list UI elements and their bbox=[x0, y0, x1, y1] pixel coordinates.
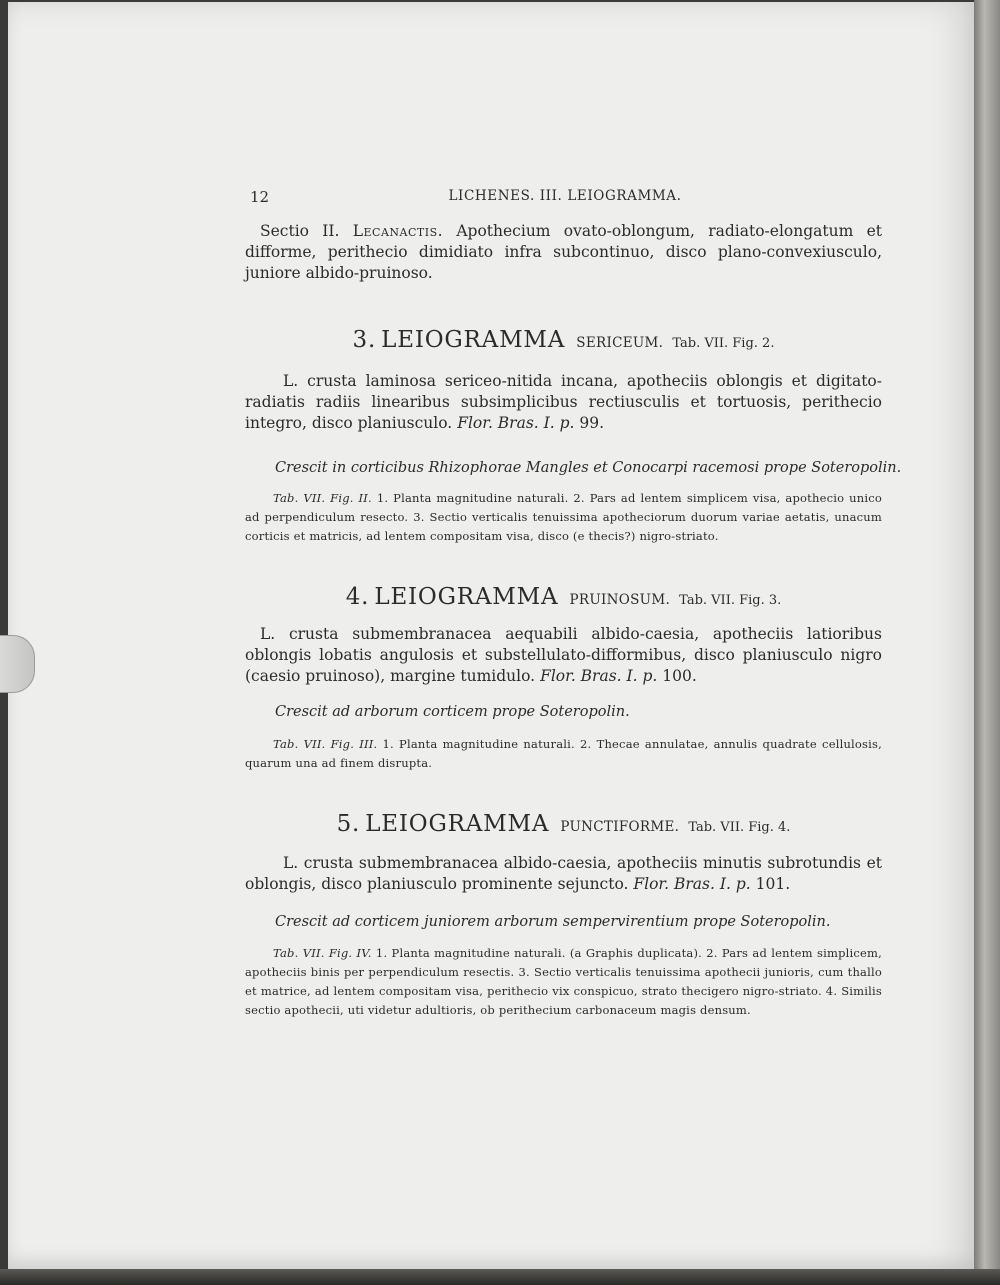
species-heading bbox=[245, 327, 882, 353]
species-description-block bbox=[245, 853, 882, 895]
species-habitat: Crescit ad arborum corticem prope Soteropolin. bbox=[275, 704, 630, 720]
page-edge-right bbox=[974, 0, 1000, 1285]
habitat-block bbox=[275, 457, 902, 476]
species-description-block bbox=[245, 624, 882, 687]
flora-reference: Flor. Bras. I. p. bbox=[540, 667, 658, 685]
species-description: L. crusta laminosa sericeo-nitida incana, apotheciis oblongis et digitato-radiatis radiis linearibus subsimplicibus rectiusculis et tortuosis, perithecio integro, disco planiusculo. Flor. Bras. I. p. 99. bbox=[245, 372, 882, 432]
figure-caption bbox=[245, 489, 882, 546]
species-epithet: PRUINOSUM. bbox=[569, 592, 671, 608]
running-head bbox=[250, 188, 880, 210]
section-paragraph bbox=[245, 221, 882, 284]
species-number: 4. bbox=[345, 584, 370, 610]
species-heading bbox=[245, 811, 882, 837]
figure-reference: Tab. VII. Fig. IV. bbox=[273, 946, 372, 960]
running-title: LICHENES. III. LEIOGRAMMA. bbox=[448, 188, 682, 204]
page-clip-tab bbox=[0, 635, 35, 693]
species-genus: LEIOGRAMMA bbox=[374, 584, 559, 610]
page-edge-bottom bbox=[0, 1269, 1000, 1285]
page-number: 12 bbox=[250, 188, 270, 206]
flora-page: 101. bbox=[755, 875, 791, 893]
species-plate: Tab. VII. Fig. 3. bbox=[679, 593, 782, 608]
figure-text: 1. Planta magnitudine naturali. (a Graphis duplicata). 2. Pars ad lentem simplicem, apotheciis binis per perpendiculum resectis. 3. Sectio verticalis tenuissima apothecii junioris, cum thallo et matrice, ad lentem compositam visa, perithecio vix conspicuo, strato thecigero nigro-striato. 4. Similis sectio apothecii, uti videtur adultioris, ob perithecium carbonaceum magis densum. bbox=[245, 946, 882, 1017]
species-epithet: PUNCTIFORME. bbox=[560, 819, 680, 835]
species-description: L. crusta submembranacea aequabili albido-caesia, apotheciis latioribus oblongis lobatis angulosis et substellulato-difformibus, disco planiusculo nigro (caesio pruinoso), margine tumidulo. Flor. Bras. I. p. 100. bbox=[245, 625, 882, 685]
species-number: 5. bbox=[336, 811, 361, 837]
species-plate: Tab. VII. Fig. 2. bbox=[672, 336, 775, 351]
figure-caption-block bbox=[245, 735, 882, 773]
flora-reference: Flor. Bras. I. p. bbox=[633, 875, 751, 893]
species-description-block bbox=[245, 371, 882, 434]
species-plate: Tab. VII. Fig. 4. bbox=[688, 820, 791, 835]
figure-caption-block bbox=[245, 944, 882, 1020]
species-habitat: Crescit ad corticem juniorem arborum sempervirentium prope Soteropolin. bbox=[275, 914, 831, 930]
species-genus: LEIOGRAMMA bbox=[381, 327, 566, 353]
species-heading bbox=[245, 584, 882, 610]
figure-caption bbox=[245, 735, 882, 773]
section-intro bbox=[245, 221, 882, 284]
species-genus: LEIOGRAMMA bbox=[365, 811, 550, 837]
species-epithet: SERICEUM. bbox=[576, 335, 664, 351]
figure-text: 1. Planta magnitudine naturali. 2. Thecae annulatae, annulis quadrate cellulosis, quarum una ad finem disrupta. bbox=[245, 737, 882, 770]
figure-caption bbox=[245, 944, 882, 1020]
flora-reference: Flor. Bras. I. p. bbox=[457, 414, 575, 432]
flora-page: 100. bbox=[662, 667, 697, 685]
section-label: Sectio II. bbox=[260, 222, 340, 240]
flora-page: 99. bbox=[579, 414, 605, 432]
figure-reference: Tab. VII. Fig. II. bbox=[273, 491, 372, 505]
section-name: Lecanactis. bbox=[352, 222, 444, 240]
species-habitat: Crescit in corticibus Rhizophorae Mangles et Conocarpi racemosi prope Soteropolin. bbox=[275, 460, 902, 476]
species-description: L. crusta submembranacea albido-caesia, apotheciis minutis subrotundis et oblongis, disco planiusculo prominente sejuncto. Flor. Bras. I. p. 101. bbox=[245, 854, 882, 893]
species-number: 3. bbox=[352, 327, 377, 353]
figure-reference: Tab. VII. Fig. III. bbox=[273, 737, 378, 751]
section-text: Apothecium ovato-oblongum, radiato-elongatum et difforme, perithecio dimidiato infra subcontinuo, disco plano-convexiusculo, juniore albido-pruinoso. bbox=[245, 222, 882, 282]
figure-caption-block bbox=[245, 489, 882, 546]
habitat-block bbox=[275, 911, 885, 930]
figure-text: 1. Planta magnitudine naturali. 2. Pars ad lentem simplicem visa, apothecio unico ad perpendiculum resecto. 3. Sectio verticalis tenuissima apotheciorum duorum variae aetatis, unacum corticis et matricis, ad lentem compositam visa, disco (e thecis?) nigro-striato. bbox=[245, 491, 883, 543]
habitat-block bbox=[275, 701, 885, 720]
